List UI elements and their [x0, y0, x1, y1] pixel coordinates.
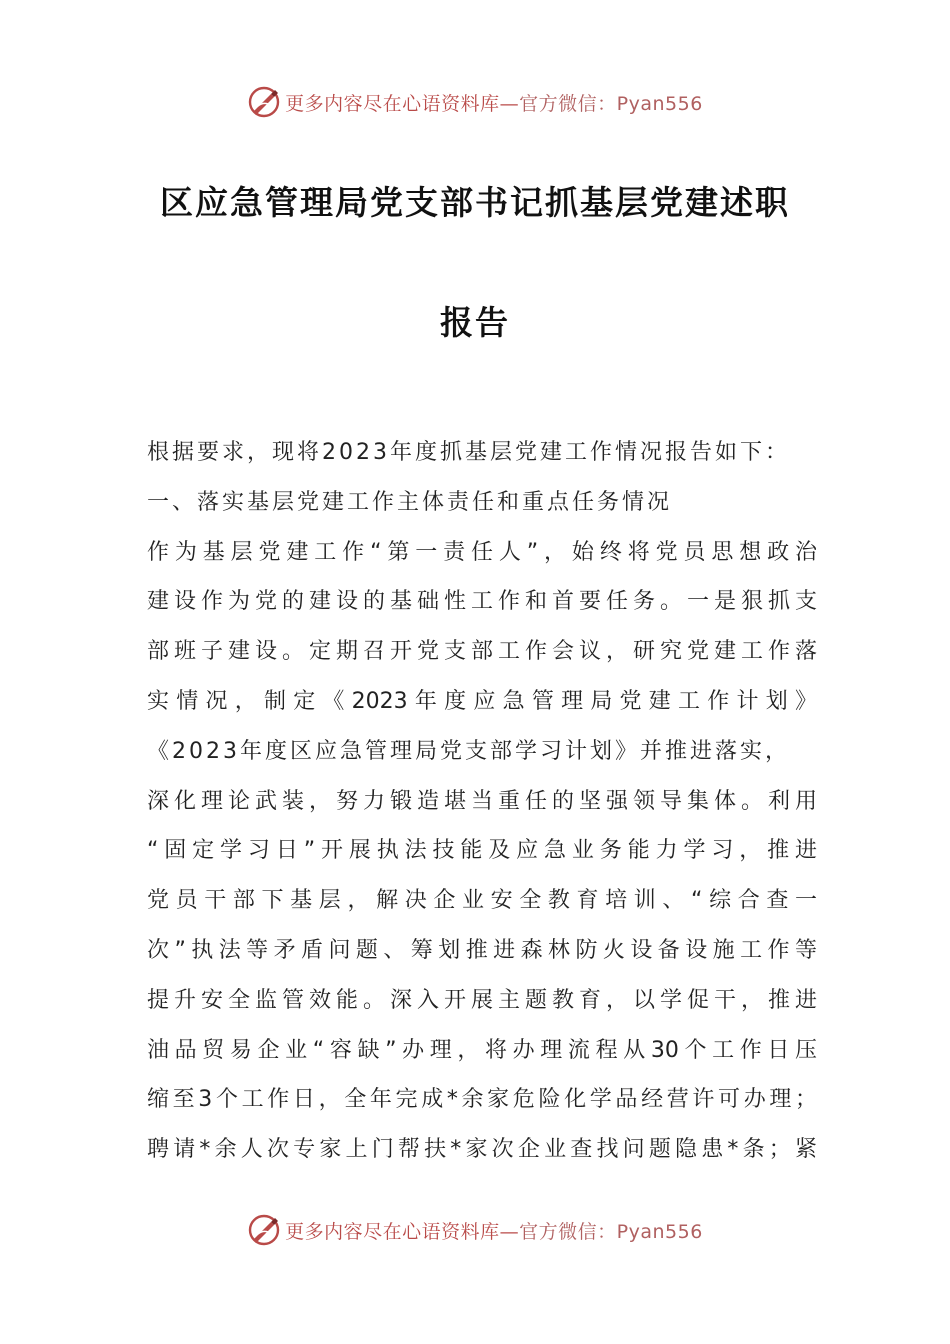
body-line: 提升安全监管效能。深入开展主题教育，以学促干，推进	[147, 987, 817, 1013]
footer-banner-wechat: 官方微信：Pyan556	[519, 1220, 703, 1243]
header-banner	[0, 82, 950, 122]
body-line: 根据要求，现将2023年度抓基层党建工作情况报告如下：	[147, 440, 790, 465]
body-line: 缩至3个工作日，全年完成*余家危险化学品经营许可办理；	[147, 1087, 817, 1113]
body-line: 实情况，制定《2023年度应急管理局党建工作计划》	[147, 688, 817, 714]
document-title-line-2: 报告	[440, 303, 510, 342]
footer-banner-dash: —	[499, 1220, 520, 1243]
body-line: “固定学习日”开展执法技能及应急业务能力学习，推进	[147, 838, 817, 864]
body-line: 深化理论武装，努力锻造堪当重任的坚强领导集体。利用	[147, 788, 817, 814]
body-line: 次”执法等矛盾问题、筹划推进森林防火设备设施工作等	[147, 937, 817, 963]
document-title-line-1: 区应急管理局党支部书记抓基层党建述职	[160, 183, 790, 222]
header-banner-dash: —	[499, 92, 520, 115]
body-line: 作为基层党建工作“第一责任人”，始终将党员思想政治	[147, 539, 817, 565]
footer-banner-main: 更多内容尽在心语资料库	[285, 1220, 500, 1243]
body-line: 聘请*余人次专家上门帮扶*家次企业查找问题隐患*条；紧	[147, 1137, 817, 1163]
footer-banner	[0, 1210, 950, 1250]
body-line: 部班子建设。定期召开党支部工作会议，研究党建工作落	[147, 639, 817, 665]
footer-banner-text	[285, 1217, 703, 1244]
body-line: 油品贸易企业“容缺”办理，将办理流程从30个工作日压	[147, 1037, 817, 1063]
document-body	[147, 428, 817, 1175]
pen-circle-logo-icon	[247, 1213, 281, 1247]
header-banner-text	[285, 89, 703, 116]
pen-circle-logo-icon	[247, 85, 281, 119]
body-line: 建设作为党的建设的基础性工作和首要任务。一是狠抓支	[147, 589, 817, 615]
header-banner-wechat: 官方微信：Pyan556	[519, 92, 703, 115]
header-banner-main: 更多内容尽在心语资料库	[285, 92, 500, 115]
section-heading: 一、落实基层党建工作主体责任和重点任务情况	[147, 489, 673, 515]
body-line: 党员干部下基层，解决企业安全教育培训、“综合查一	[147, 888, 817, 914]
body-line: 《2023年度区应急管理局党支部学习计划》并推进落实，	[147, 738, 790, 764]
